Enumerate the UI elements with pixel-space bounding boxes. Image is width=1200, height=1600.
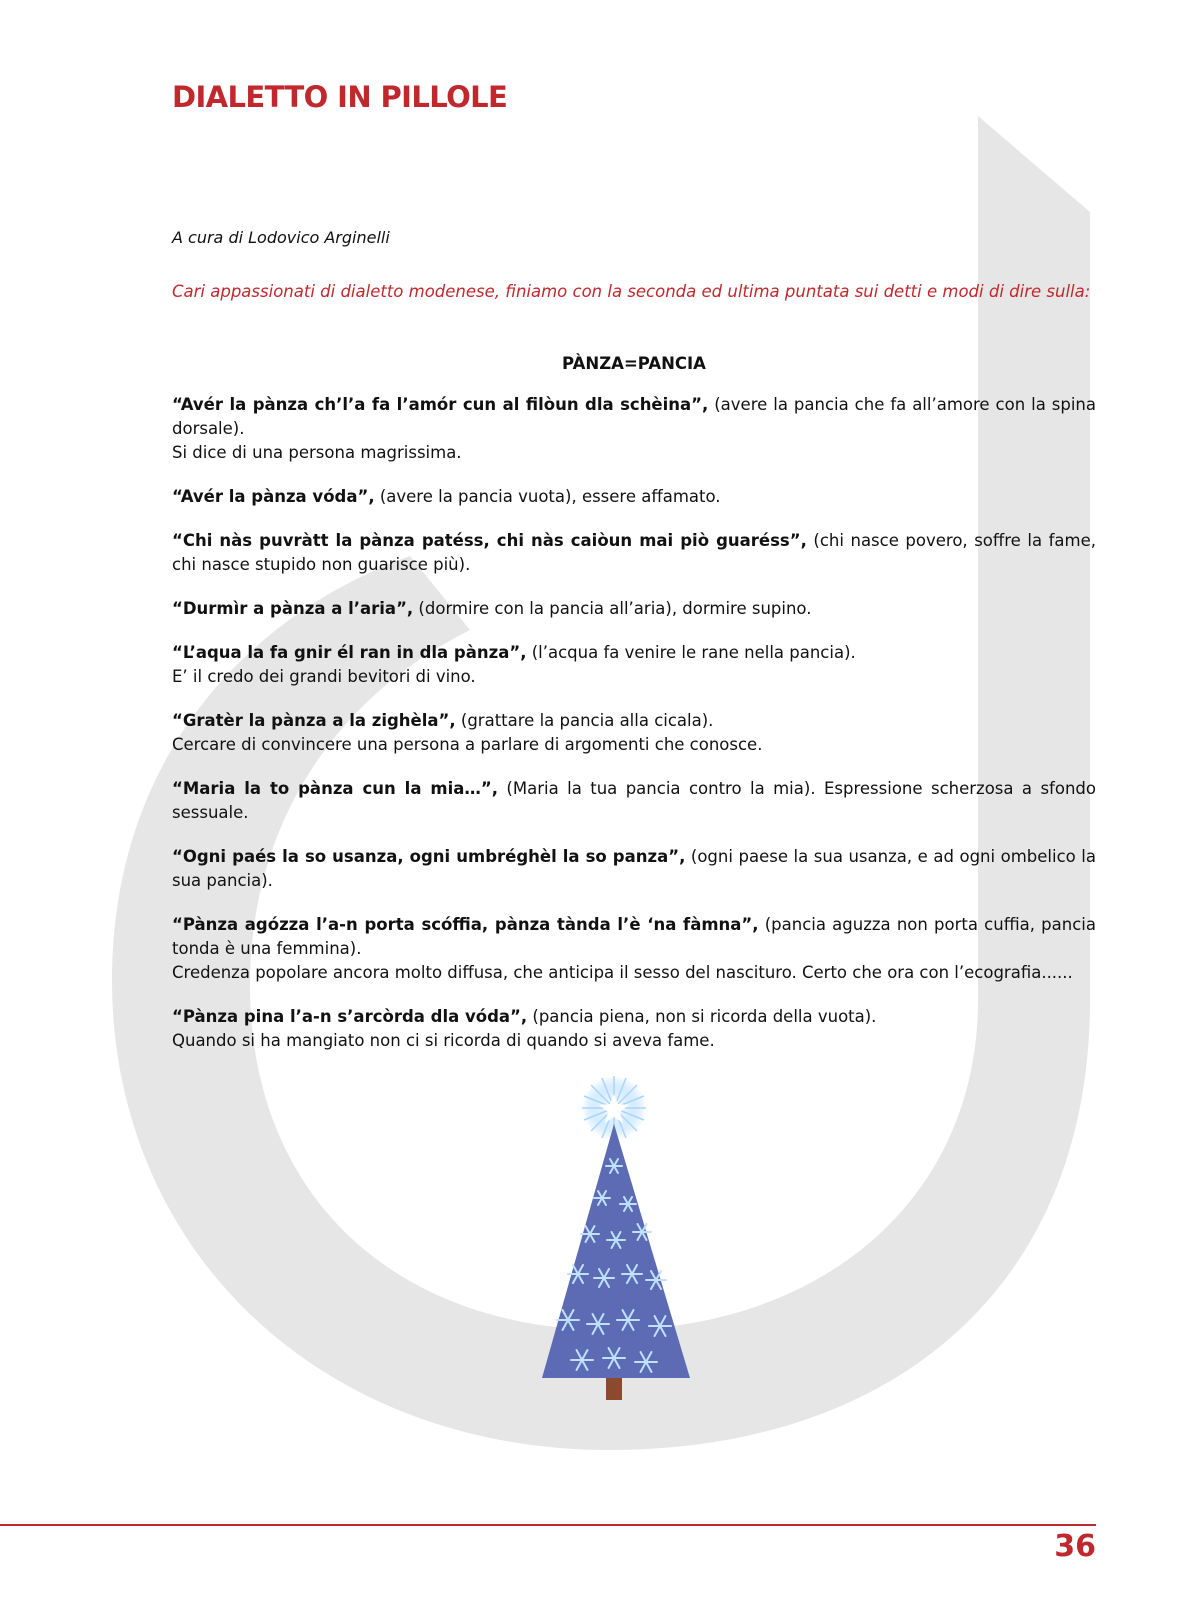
saying-entry	[172, 485, 1096, 509]
saying-entry	[172, 777, 1096, 825]
page-number: 36	[1054, 1529, 1096, 1564]
saying-translation: (avere la pancia vuota), essere affamato.	[374, 487, 721, 506]
saying-entry	[172, 1005, 1096, 1053]
saying-translation: (chi nasce povero, soffre la fame, chi nasce stupido non guarisce più).	[172, 531, 1096, 574]
saying-text: “Ogni paés la so usanza, ogni umbréghèl la so panza”,	[172, 847, 686, 866]
saying-entry	[172, 393, 1096, 465]
saying-text: “Avér la pànza vóda”,	[172, 487, 375, 506]
saying-text: “Pànza agózza l’a-n porta scóffia, pànza tànda l’è ‘na fàmna”,	[172, 915, 759, 934]
saying-text: “Chi nàs puvràtt la pànza patéss, chi nàs caiòun mai piò guaréss”,	[172, 531, 807, 550]
saying-translation: (ogni paese la sua usanza, e ad ogni ombelico la sua pancia).	[172, 847, 1096, 890]
saying-text: “Pànza pina l’a-n s’arcòrda dla vóda”,	[172, 1007, 528, 1026]
saying-translation: (l’acqua fa venire le rane nella pancia).	[526, 643, 856, 662]
footer-divider	[0, 1524, 1096, 1526]
saying-entry	[172, 641, 1096, 689]
saying-note: Cercare di convincere una persona a parlare di argomenti che conosce.	[172, 735, 763, 754]
saying-translation: (pancia aguzza non porta cuffia, pancia tonda è una femmina).	[172, 915, 1096, 958]
saying-entry	[172, 913, 1096, 985]
saying-text: “Maria la to pànza cun la mia…”,	[172, 779, 498, 798]
page-title: DIALETTO IN PILLOLE	[172, 80, 508, 114]
saying-note: Quando si ha mangiato non ci si ricorda di quando si aveva fame.	[172, 1031, 715, 1050]
intro-paragraph: Cari appassionati di dialetto modenese, finiamo con la seconda ed ultima puntata sui detti e modi di dire sulla:	[172, 282, 1091, 301]
saying-text: “Durmìr a pànza a l’aria”,	[172, 599, 414, 618]
saying-note: Si dice di una persona magrissima.	[172, 443, 462, 462]
sayings-list	[172, 393, 1096, 1073]
byline: A cura di Lodovico Arginelli	[172, 228, 390, 247]
saying-note: Credenza popolare ancora molto diffusa, che anticipa il sesso del nascituro. Certo che ora con l’ecografia......	[172, 963, 1073, 982]
saying-entry	[172, 529, 1096, 577]
saying-entry	[172, 709, 1096, 757]
saying-translation: (avere la pancia che fa all’amore con la spina dorsale).	[172, 395, 1096, 438]
saying-text: “L’aqua la fa gnir él ran in dla pànza”,	[172, 643, 527, 662]
saying-text: “Avér la pànza ch’l’a fa l’amór cun al filòun dla schèina”,	[172, 395, 709, 414]
section-heading: PÀNZA=PANCIA	[562, 354, 706, 373]
saying-note: E’ il credo dei grandi bevitori di vino.	[172, 667, 476, 686]
saying-translation: (grattare la pancia alla cicala).	[455, 711, 714, 730]
saying-translation: (Maria la tua pancia contro la mia). Espressione scherzosa a sfondo sessuale.	[172, 779, 1096, 822]
saying-text: “Gratèr la pànza a la zighèla”,	[172, 711, 456, 730]
saying-translation: (dormire con la pancia all’aria), dormire supino.	[413, 599, 812, 618]
saying-translation: (pancia piena, non si ricorda della vuota).	[527, 1007, 877, 1026]
christmas-tree-icon	[540, 1074, 696, 1404]
saying-entry	[172, 597, 1096, 621]
saying-entry	[172, 845, 1096, 893]
